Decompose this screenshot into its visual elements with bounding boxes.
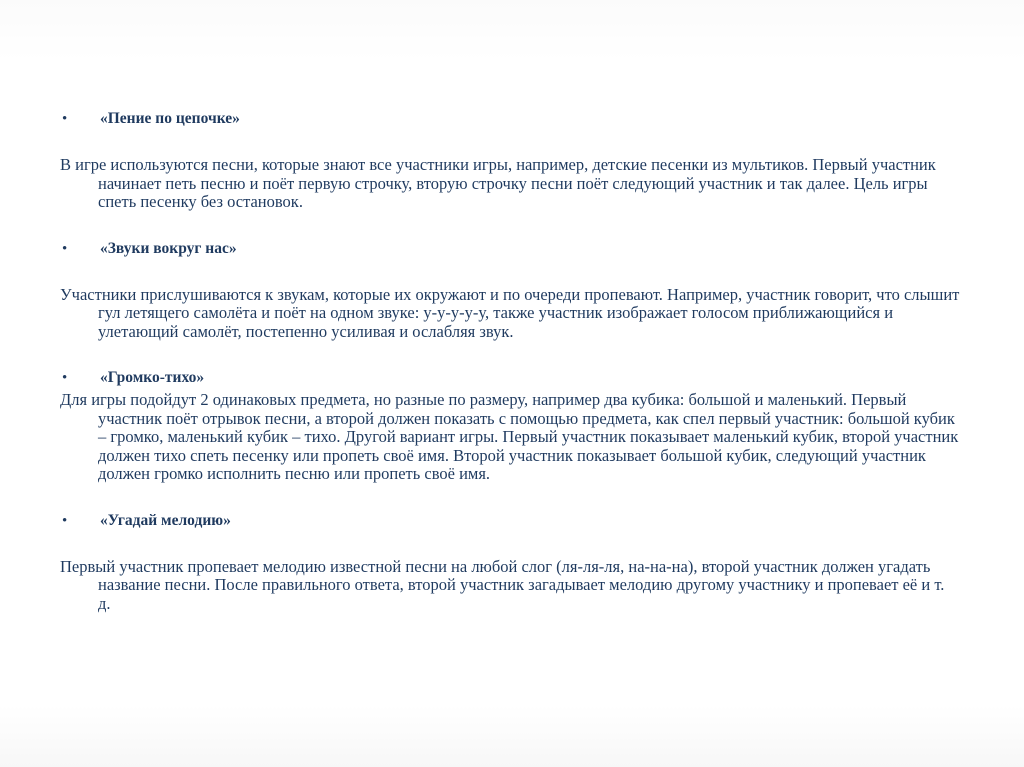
game-description-loud-quiet: Для игры подойдут 2 одинаковых предмета, но разные по размеру, например два кубика: большой и маленький. Первый участник поёт отрывок песни, а второй должен показать с помощью предмета, как спел первый участник: большой кубик – громко, маленький кубик – тихо. Другой вариант игры. Первый участник показывает маленький кубик, второй участник должен тихо спеть песенку или пропеть своё имя. Второй участник показывает большой кубик, следующий участник должен громко исполнить песню или пропеть своё имя. xyxy=(60,390,959,483)
game-title-chain-singing xyxy=(60,110,960,128)
slide-content xyxy=(60,110,960,641)
game-title-guess-melody xyxy=(60,512,960,530)
bullet-icon: • xyxy=(62,512,68,529)
game-title-text: «Пение по цепочке» xyxy=(100,110,240,127)
game-title-sounds-around xyxy=(60,240,960,258)
bullet-icon: • xyxy=(62,111,68,127)
game-title-loud-quiet xyxy=(60,369,960,387)
game-description-sounds-around: Участники прислушиваются к звукам, которые их окружают и по очереди пропевают. Например, участник говорит, что слышит гул летящего самолёта и поёт на одном звуке: у-у-у-у-у, также участник изображает голосом приближающийся и улетающий самолёт, постепенно усиливая и ослабляя звук. xyxy=(60,284,960,341)
game-title-text: «Громко-тихо» xyxy=(100,369,205,386)
game-description-chain-singing: В игре используются песни, которые знают все участники игры, например, детские песенки из мультиков. Первый участник начинает петь песню и поёт первую строчку, вторую строчку песни поёт следующий участник и так далее. Цель игры спеть песенку без остановок. xyxy=(60,155,936,211)
bullet-icon: • xyxy=(62,370,68,386)
bullet-icon: • xyxy=(62,240,68,257)
game-title-text: «Угадай мелодию» xyxy=(100,511,231,529)
game-title-text: «Звуки вокруг нас» xyxy=(100,239,237,257)
game-description-guess-melody: Первый участник пропевает мелодию известной песни на любой слог (ля-ля-ля, на-на-на), второй участник должен угадать название песни. После правильного ответа, второй участник загадывает мелодию другому участнику и пропевает её и т. д. xyxy=(60,556,945,613)
